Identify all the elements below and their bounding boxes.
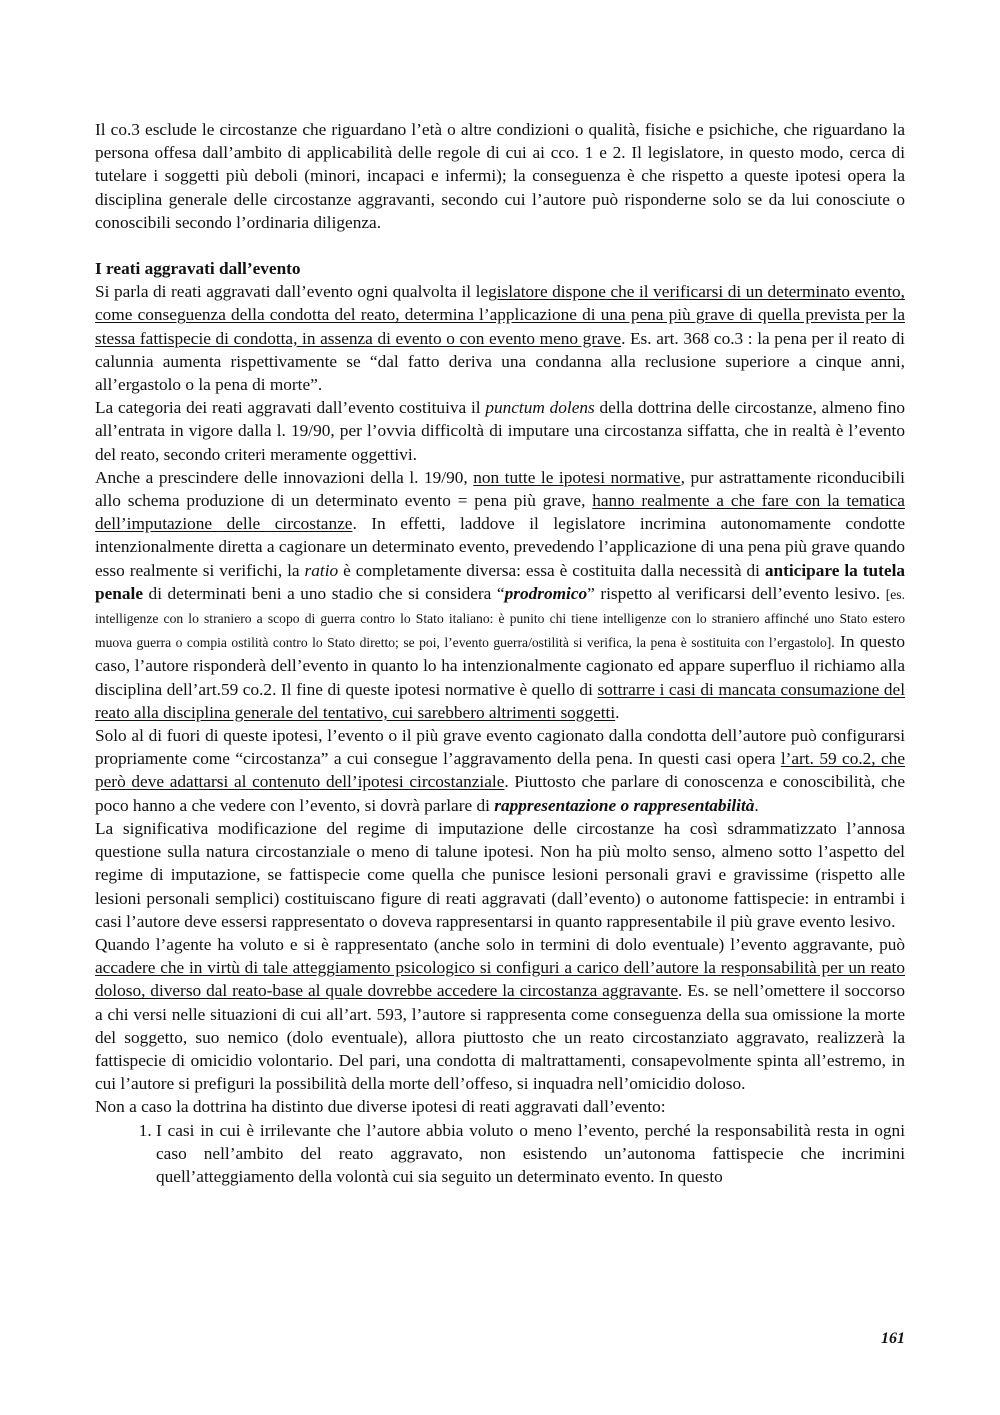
underlined-passage: gislatore dispone che il verificarsi di un determinato evento, come conseguenza della condotta del reato, determina l’applicazione di una pena più grave di quella prevista per la stessa fattispecie di condotta, in assenza di evento o con evento meno grave <box>95 282 905 348</box>
section-heading: I reati aggravati dall’evento <box>95 259 301 279</box>
italic-term: ratio <box>304 560 339 580</box>
list-item: 1. I casi in cui è irrilevante che l’autore abbia voluto o meno l’evento, perché la responsabilità resta in ogni caso nell’ambito del reato aggravato, non esistendo un’autonoma fattispecie che incrimini quell’atteggiamento della volontà cui sia seguito un determinato evento. In questo <box>156 1119 905 1189</box>
paragraph-innovazioni: Anche a prescindere delle innovazioni della l. 19/90, non tutte le ipotesi normative, pur astrattamente riconducibili allo schema produzione di un determinato evento = pena più grave, hanno realmente a che fare con la tematica dell’imputazione delle circostanze. In effetti, laddove il legislatore incrimina autonomamente condotte intenzionalmente diretta a cagionare un determinato evento, prevedendo l’applicazione di una pena più grave quando esso realmente si verifichi, la ratio è completamente diversa: essa è costituita dalla necessità di anticipare la tutela penale di determinati beni a uno stadio che si considera “prodromico” rispetto al verificarsi dell’evento lesivo. [es. intelligenze con lo straniero a scopo di guerra contro lo Stato italiano: è punito chi tiene intelligenze con lo straniero affinché uno Stato estero muova guerra o compia ostilità contro lo Stato diretto; se poi, l’evento guerra/ostilità si verifica, la pena è sostituita con l’ergastolo]. In questo caso, l’autore risponderà dell’evento in quanto lo ha intenzionalmente cagionato ed appare superfluo il richiamo alla disciplina dell’art.59 co.2. Il fine di queste ipotesi normative è quello di sottrarre i casi di mancata consumazione del reato alla disciplina generale del tentativo, cui sarebbero altrimenti soggetti. <box>95 467 906 722</box>
document-page <box>95 118 905 1188</box>
paragraph-circostanze-co3: Il co.3 esclude le circostanze che riguardano l’età o altre condizioni o qualità, fisiche e psichiche, che riguardano la persona offesa dall’ambito di applicabilità delle regole di cui ai cco. 1 e 2. Il legislatore, in questo modo, cerca di tutelare i soggetti più deboli (minori, incapaci e infermi); la conseguenza è che rispetto a queste ipotesi opera la disciplina generale delle circostanze aggravanti, secondo cui l’autore può risponderne solo se da lui conosciute o conoscibili secondo l’ordinaria diligenza. <box>95 120 905 232</box>
paragraph-modificazione: La significativa modificazione del regime di imputazione delle circostanze ha così sdrammatizzato l’annosa questione sulla natura circostanziale o meno di talune ipotesi. Non ha più molto senso, almeno sotto l’aspetto del regime di imputazione, se fattispecie come quella che punisce lesioni personali gravi e gravissime (rispetto alle lesioni personali semplici) costituiscano figure di reati aggravati (dall’evento) o autonome fattispecie: in entrambi i casi l’autore deve essersi rappresentato o doveva rappresentarsi in quanto rappresentabile il più grave evento lesivo. <box>95 818 905 931</box>
bold-italic-term: prodromico <box>504 583 588 603</box>
example-note: [es. intelligenze con lo straniero a scopo di guerra contro lo Stato italiano: è punito chi tiene intelligenze con lo straniero affinché uno Stato estero muova guerra o compia ostilità contro lo Stato diretto; se poi, l’evento guerra/ostilità si verifica, la pena è sostituita con l’ergastolo]. <box>95 586 905 651</box>
underlined-passage: non tutte le ipotesi normative <box>473 467 681 487</box>
paragraph-agente: Quando l’agente ha voluto e si è rappresentato (anche solo in termini di dolo eventuale) l’evento aggravante, può accadere che in virtù di tale atteggiamento psicologico si configuri a carico dell’autore la responsabilità per un reato doloso, diverso dal reato-base al quale dovrebbe accedere la circostanza aggravante. Es. se nell’omettere il soccorso a chi versi nelle situazioni di cui all’art. 593, l’autore si rappresenta come conseguenza della sua omissione la morte del soggetto, suo nemico (dolo eventuale), allora piuttosto che un reato circostanziato aggravato, realizzerà la fattispecie di omicidio volontario. Del pari, una condotta di maltrattamenti, consapevolmente spinta all’estremo, in cui l’autore si prefiguri la possibilità della morte dell’offeso, si inquadra nell’omicidio doloso. <box>95 934 905 1094</box>
bold-italic-term: rappresentazione o rappresentabilità <box>494 795 755 815</box>
italic-term: punctum dolens <box>485 398 595 418</box>
paragraph-dottrina: Non a caso la dottrina ha distinto due diverse ipotesi di reati aggravati dall’evento: <box>95 1097 666 1117</box>
bold-term: anticipare la tutela penale <box>95 560 906 603</box>
underlined-passage: sottrarre i casi di mancata consumazione del reato alla disciplina generale del tentativo, cui sarebbero altrimenti soggetti <box>95 679 905 722</box>
numbered-list <box>95 1119 905 1189</box>
page-number: 161 <box>881 1330 905 1347</box>
paragraph-circostanza: Solo al di fuori di queste ipotesi, l’evento o il più grave evento cagionato dalla condotta dell’autore può configurarsi propriamente come “circostanza” a cui consegue l’aggravamento della pena. In questi casi opera l’art. 59 co.2, che però deve adattarsi al contenuto dell’ipotesi circostanziale. Piuttosto che parlare di conoscenza e conoscibilità, che poco hanno a che vedere con l’evento, si dovrà parlare di rappresentazione o rappresentabilità. <box>95 726 905 815</box>
underlined-passage: accadere che in virtù di tale atteggiamento psicologico si configuri a carico dell’autore la responsabilità per un reato doloso, diverso dal reato-base al quale dovrebbe accedere la circostanza aggravante <box>95 958 905 1001</box>
paragraph-punctum-dolens: La categoria dei reati aggravati dall’evento costituiva il punctum dolens della dottrina delle circostanze, almeno fino all’entrata in vigore dalla l. 19/90, per l’ovvia difficoltà di imputare una circostanza siffatta, che in realtà è l’evento del reato, secondo criteri meramente oggettivi. <box>95 398 905 464</box>
paragraph-definizione: Si parla di reati aggravati dall’evento ogni qualvolta il legislatore dispone che il verificarsi di un determinato evento, come conseguenza della condotta del reato, determina l’applicazione di una pena più grave di quella prevista per la stessa fattispecie di condotta, in assenza di evento o con evento meno grave. Es. art. 368 co.3 : la pena per il reato di calunnia aumenta rispettivamente se “dal fatto deriva una condanna alla reclusione superiore a cinque anni, all’ergastolo o la pena di morte”. <box>95 282 905 395</box>
underlined-passage: l’art. 59 co.2, che però deve adattarsi al contenuto dell’ipotesi circostanziale <box>95 749 905 792</box>
underlined-passage: hanno realmente a che fare con la tematica dell’imputazione delle circostanze <box>95 491 905 534</box>
paragraph-spacer <box>95 234 905 257</box>
